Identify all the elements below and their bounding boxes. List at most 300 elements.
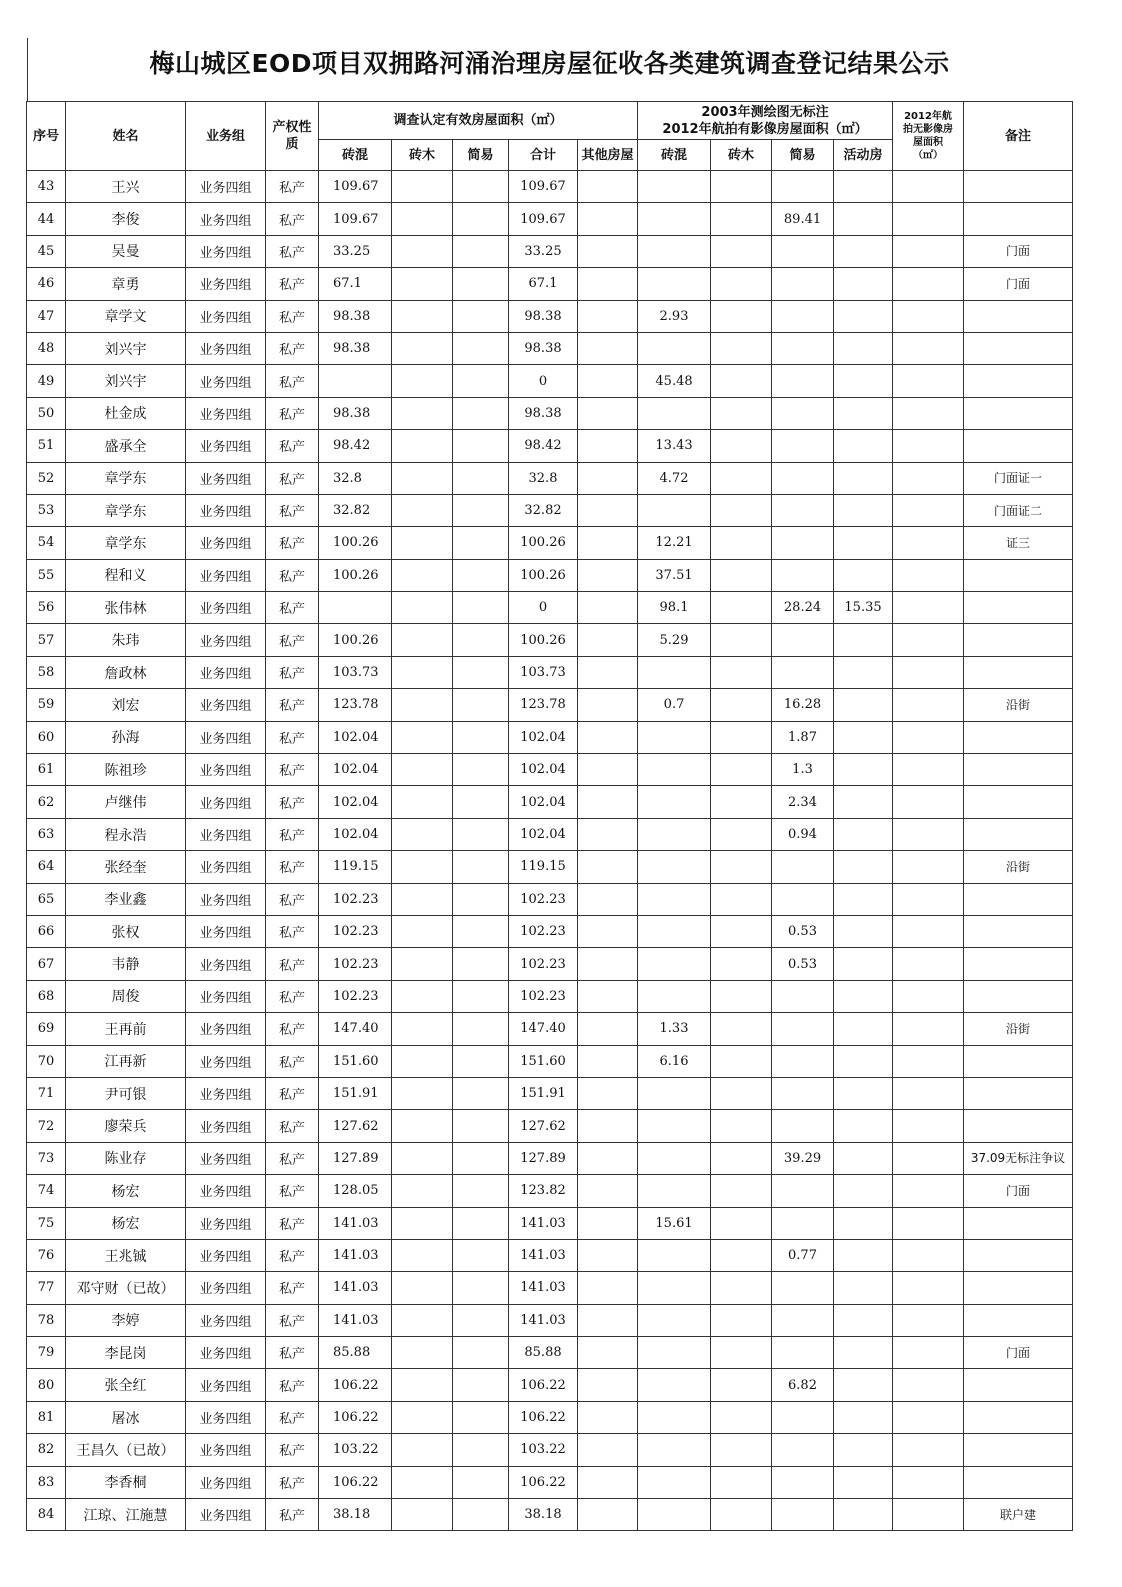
cell-group: 业务四组: [186, 1175, 266, 1207]
table-row: [27, 656, 1073, 688]
cell-other: [578, 300, 638, 332]
cell-note: 门面: [964, 268, 1073, 300]
cell-seq: 62: [27, 786, 66, 818]
cell-seq: 75: [27, 1207, 66, 1239]
cell-brick-wood: [392, 1175, 453, 1207]
page-title: 梅山城区EOD项目双拥路河涌治理房屋征收各类建筑调查登记结果公示: [149, 49, 950, 78]
cell-aerial-2012: [893, 980, 964, 1012]
cell-map-simple: [772, 365, 834, 397]
cell-other: [578, 1207, 638, 1239]
cell-brick-wood: [392, 915, 453, 947]
cell-group: 业务四组: [186, 851, 266, 883]
cell-map-simple: [772, 980, 834, 1012]
cell-group: 业务四组: [186, 592, 266, 624]
cell-simple: [453, 430, 509, 462]
cell-aerial-2012: [893, 1434, 964, 1466]
cell-note: [964, 948, 1073, 980]
cell-simple: [453, 1499, 509, 1531]
cell-seq: 49: [27, 365, 66, 397]
cell-other: [578, 915, 638, 947]
cell-simple: [453, 1272, 509, 1304]
sub-header-survey-0: 砖混: [319, 140, 392, 171]
cell-map-brick-concrete: [638, 494, 711, 526]
cell-seq: 84: [27, 1499, 66, 1531]
cell-group: 业务四组: [186, 754, 266, 786]
cell-map-mobile: [834, 980, 893, 1012]
cell-group: 业务四组: [186, 1466, 266, 1498]
cell-total: 123.82: [509, 1175, 578, 1207]
cell-other: [578, 851, 638, 883]
cell-total: 102.04: [509, 786, 578, 818]
cell-brick-wood: [392, 1434, 453, 1466]
cell-map-mobile: [834, 430, 893, 462]
cell-map-brick-wood: [711, 1369, 772, 1401]
cell-map-simple: [772, 430, 834, 462]
sub-header-map-3: 活动房: [834, 140, 893, 171]
cell-map-brick-wood: [711, 1434, 772, 1466]
cell-group: 业务四组: [186, 430, 266, 462]
cell-map-simple: 89.41: [772, 203, 834, 235]
table-row: [27, 1077, 1073, 1109]
cell-map-mobile: [834, 818, 893, 850]
cell-map-mobile: [834, 527, 893, 559]
cell-simple: [453, 818, 509, 850]
cell-aerial-2012: [893, 1045, 964, 1077]
cell-note: [964, 1077, 1073, 1109]
cell-brick-concrete: 106.22: [319, 1401, 392, 1433]
cell-other: [578, 1434, 638, 1466]
cell-seq: 79: [27, 1337, 66, 1369]
cell-map-brick-concrete: [638, 1110, 711, 1142]
cell-note: [964, 883, 1073, 915]
cell-note: [964, 915, 1073, 947]
cell-map-simple: [772, 1272, 834, 1304]
cell-brick-wood: [392, 268, 453, 300]
cell-group: 业务四组: [186, 980, 266, 1012]
cell-note: [964, 397, 1073, 429]
cell-aerial-2012: [893, 786, 964, 818]
cell-other: [578, 948, 638, 980]
cell-seq: 78: [27, 1304, 66, 1336]
cell-aerial-2012: [893, 1401, 964, 1433]
cell-aerial-2012: [893, 656, 964, 688]
cell-name: 朱玮: [66, 624, 186, 656]
cell-name: 章学东: [66, 494, 186, 526]
cell-total: 123.78: [509, 689, 578, 721]
cell-group: 业务四组: [186, 1045, 266, 1077]
cell-brick-wood: [392, 883, 453, 915]
cell-map-brick-concrete: 37.51: [638, 559, 711, 591]
cell-name: 孙海: [66, 721, 186, 753]
cell-brick-concrete: [319, 592, 392, 624]
cell-map-brick-concrete: 13.43: [638, 430, 711, 462]
cell-group: 业务四组: [186, 1013, 266, 1045]
cell-aerial-2012: [893, 1369, 964, 1401]
cell-map-simple: [772, 527, 834, 559]
cell-brick-concrete: 102.04: [319, 754, 392, 786]
cell-group: 业务四组: [186, 1499, 266, 1531]
cell-map-brick-wood: [711, 527, 772, 559]
cell-seq: 61: [27, 754, 66, 786]
cell-other: [578, 203, 638, 235]
sub-header-map-1: 砖木: [711, 140, 772, 171]
cell-brick-wood: [392, 203, 453, 235]
cell-simple: [453, 268, 509, 300]
cell-brick-wood: [392, 1369, 453, 1401]
header-note: 备注: [964, 102, 1073, 171]
cell-seq: 73: [27, 1142, 66, 1174]
cell-map-brick-concrete: 98.1: [638, 592, 711, 624]
table-row: [27, 851, 1073, 883]
cell-seq: 56: [27, 592, 66, 624]
cell-brick-concrete: 102.23: [319, 980, 392, 1012]
cell-simple: [453, 462, 509, 494]
cell-nature: 私产: [266, 365, 319, 397]
cell-map-simple: 1.87: [772, 721, 834, 753]
cell-aerial-2012: [893, 494, 964, 526]
cell-map-brick-wood: [711, 332, 772, 364]
cell-name: 张权: [66, 915, 186, 947]
cell-map-brick-concrete: [638, 1077, 711, 1109]
table-row: [27, 948, 1073, 980]
cell-seq: 66: [27, 915, 66, 947]
cell-total: 147.40: [509, 1013, 578, 1045]
cell-brick-concrete: 67.1: [319, 268, 392, 300]
cell-other: [578, 689, 638, 721]
cell-map-mobile: [834, 721, 893, 753]
table-row: [27, 1239, 1073, 1271]
cell-group: 业务四组: [186, 818, 266, 850]
table-row: [27, 235, 1073, 267]
cell-other: [578, 656, 638, 688]
cell-name: 刘宏: [66, 689, 186, 721]
cell-aerial-2012: [893, 1337, 964, 1369]
cell-other: [578, 268, 638, 300]
cell-map-brick-concrete: 45.48: [638, 365, 711, 397]
cell-map-simple: [772, 397, 834, 429]
cell-map-mobile: [834, 494, 893, 526]
header-name: 姓名: [66, 102, 186, 171]
cell-name: 刘兴宇: [66, 365, 186, 397]
cell-map-simple: 16.28: [772, 689, 834, 721]
cell-map-mobile: [834, 786, 893, 818]
cell-brick-concrete: 32.82: [319, 494, 392, 526]
table-row: [27, 332, 1073, 364]
cell-aerial-2012: [893, 1272, 964, 1304]
cell-total: 102.23: [509, 883, 578, 915]
cell-brick-concrete: 141.03: [319, 1272, 392, 1304]
cell-aerial-2012: [893, 1304, 964, 1336]
cell-total: 0: [509, 365, 578, 397]
cell-other: [578, 883, 638, 915]
cell-map-brick-concrete: [638, 1466, 711, 1498]
table-row: [27, 818, 1073, 850]
cell-map-brick-wood: [711, 980, 772, 1012]
cell-map-brick-concrete: [638, 883, 711, 915]
cell-map-brick-concrete: 4.72: [638, 462, 711, 494]
cell-map-brick-wood: [711, 430, 772, 462]
cell-name: 王昌久（已故）: [66, 1434, 186, 1466]
cell-nature: 私产: [266, 1337, 319, 1369]
cell-name: 屠冰: [66, 1401, 186, 1433]
cell-brick-wood: [392, 592, 453, 624]
cell-map-mobile: [834, 851, 893, 883]
cell-nature: 私产: [266, 592, 319, 624]
cell-group: 业务四组: [186, 721, 266, 753]
cell-map-simple: [772, 1434, 834, 1466]
cell-total: 103.73: [509, 656, 578, 688]
cell-map-mobile: [834, 300, 893, 332]
cell-aerial-2012: [893, 1142, 964, 1174]
cell-total: 85.88: [509, 1337, 578, 1369]
cell-note: [964, 203, 1073, 235]
cell-map-mobile: [834, 1337, 893, 1369]
cell-brick-concrete: 102.23: [319, 915, 392, 947]
cell-group: 业务四组: [186, 235, 266, 267]
cell-map-mobile: [834, 1142, 893, 1174]
header-group: 业务组: [186, 102, 266, 171]
cell-group: 业务四组: [186, 1304, 266, 1336]
cell-aerial-2012: [893, 592, 964, 624]
cell-nature: 私产: [266, 1434, 319, 1466]
cell-name: 刘兴宇: [66, 332, 186, 364]
cell-total: 98.38: [509, 397, 578, 429]
cell-brick-wood: [392, 430, 453, 462]
cell-map-mobile: [834, 624, 893, 656]
cell-brick-concrete: 106.22: [319, 1466, 392, 1498]
cell-total: 100.26: [509, 527, 578, 559]
table-row: [27, 1304, 1073, 1336]
sub-header-map-0: 砖混: [638, 140, 711, 171]
cell-total: 102.23: [509, 948, 578, 980]
cell-nature: 私产: [266, 851, 319, 883]
cell-note: [964, 1304, 1073, 1336]
cell-other: [578, 1401, 638, 1433]
cell-map-mobile: [834, 1110, 893, 1142]
table-row: [27, 268, 1073, 300]
cell-map-brick-concrete: [638, 235, 711, 267]
table-row: [27, 462, 1073, 494]
cell-map-brick-concrete: [638, 1434, 711, 1466]
cell-other: [578, 1369, 638, 1401]
cell-map-brick-concrete: [638, 1337, 711, 1369]
cell-aerial-2012: [893, 818, 964, 850]
cell-map-simple: [772, 1499, 834, 1531]
cell-group: 业务四组: [186, 1110, 266, 1142]
cell-nature: 私产: [266, 203, 319, 235]
cell-brick-concrete: 128.05: [319, 1175, 392, 1207]
cell-map-mobile: [834, 559, 893, 591]
cell-map-brick-wood: [711, 1239, 772, 1271]
cell-map-simple: [772, 1466, 834, 1498]
cell-nature: 私产: [266, 1401, 319, 1433]
cell-note: 沿街: [964, 689, 1073, 721]
cell-brick-concrete: 38.18: [319, 1499, 392, 1531]
cell-name: 程和义: [66, 559, 186, 591]
cell-group: 业务四组: [186, 1401, 266, 1433]
cell-seq: 76: [27, 1239, 66, 1271]
cell-map-simple: [772, 462, 834, 494]
cell-seq: 64: [27, 851, 66, 883]
cell-group: 业务四组: [186, 171, 266, 203]
cell-map-brick-concrete: [638, 980, 711, 1012]
cell-map-brick-wood: [711, 915, 772, 947]
cell-brick-concrete: 109.67: [319, 203, 392, 235]
cell-simple: [453, 1239, 509, 1271]
cell-brick-concrete: 123.78: [319, 689, 392, 721]
cell-aerial-2012: [893, 1175, 964, 1207]
cell-group: 业务四组: [186, 462, 266, 494]
cell-note: [964, 1239, 1073, 1271]
cell-nature: 私产: [266, 1369, 319, 1401]
cell-map-simple: [772, 235, 834, 267]
cell-map-brick-wood: [711, 689, 772, 721]
cell-name: 廖荣兵: [66, 1110, 186, 1142]
cell-brick-concrete: 127.89: [319, 1142, 392, 1174]
table-row: [27, 915, 1073, 947]
cell-brick-concrete: 102.04: [319, 721, 392, 753]
cell-total: 102.23: [509, 980, 578, 1012]
cell-nature: 私产: [266, 1077, 319, 1109]
cell-brick-wood: [392, 462, 453, 494]
cell-other: [578, 430, 638, 462]
cell-total: 33.25: [509, 235, 578, 267]
cell-simple: [453, 494, 509, 526]
cell-map-mobile: [834, 689, 893, 721]
cell-name: 章学文: [66, 300, 186, 332]
cell-map-brick-wood: [711, 656, 772, 688]
cell-note: 门面证二: [964, 494, 1073, 526]
cell-map-brick-concrete: [638, 754, 711, 786]
cell-brick-concrete: 141.03: [319, 1304, 392, 1336]
cell-brick-wood: [392, 559, 453, 591]
cell-name: 江琼、江施慧: [66, 1499, 186, 1531]
table-row: [27, 786, 1073, 818]
cell-seq: 43: [27, 171, 66, 203]
cell-note: [964, 1045, 1073, 1077]
cell-total: 102.04: [509, 721, 578, 753]
cell-name: 李业鑫: [66, 883, 186, 915]
cell-brick-wood: [392, 1013, 453, 1045]
cell-simple: [453, 624, 509, 656]
table-row: [27, 365, 1073, 397]
cell-map-brick-wood: [711, 494, 772, 526]
cell-map-simple: [772, 300, 834, 332]
cell-brick-wood: [392, 527, 453, 559]
cell-aerial-2012: [893, 624, 964, 656]
cell-other: [578, 1142, 638, 1174]
cell-total: 109.67: [509, 171, 578, 203]
cell-simple: [453, 656, 509, 688]
cell-brick-concrete: 102.23: [319, 948, 392, 980]
cell-simple: [453, 527, 509, 559]
cell-seq: 80: [27, 1369, 66, 1401]
cell-map-simple: 28.24: [772, 592, 834, 624]
cell-map-mobile: [834, 948, 893, 980]
cell-nature: 私产: [266, 1175, 319, 1207]
cell-map-simple: 39.29: [772, 1142, 834, 1174]
cell-map-brick-concrete: [638, 656, 711, 688]
cell-seq: 82: [27, 1434, 66, 1466]
cell-brick-wood: [392, 1142, 453, 1174]
cell-seq: 67: [27, 948, 66, 980]
cell-group: 业务四组: [186, 300, 266, 332]
sub-header-survey-2: 简易: [453, 140, 509, 171]
cell-note: [964, 365, 1073, 397]
cell-aerial-2012: [893, 268, 964, 300]
cell-aerial-2012: [893, 1013, 964, 1045]
cell-map-simple: 0.94: [772, 818, 834, 850]
cell-other: [578, 1013, 638, 1045]
cell-map-brick-wood: [711, 268, 772, 300]
cell-note: [964, 1466, 1073, 1498]
cell-seq: 59: [27, 689, 66, 721]
cell-map-brick-wood: [711, 1207, 772, 1239]
cell-map-brick-wood: [711, 1272, 772, 1304]
cell-note: [964, 721, 1073, 753]
cell-nature: 私产: [266, 948, 319, 980]
cell-name: 章学东: [66, 462, 186, 494]
cell-group: 业务四组: [186, 1239, 266, 1271]
cell-map-brick-concrete: [638, 1272, 711, 1304]
table-row: [27, 1013, 1073, 1045]
cell-brick-wood: [392, 1401, 453, 1433]
header-map-area: [638, 102, 893, 140]
cell-nature: 私产: [266, 462, 319, 494]
cell-seq: 60: [27, 721, 66, 753]
cell-map-mobile: [834, 1045, 893, 1077]
cell-map-simple: 0.53: [772, 915, 834, 947]
cell-brick-wood: [392, 721, 453, 753]
cell-group: 业务四组: [186, 948, 266, 980]
cell-map-brick-wood: [711, 883, 772, 915]
cell-map-simple: [772, 1207, 834, 1239]
cell-aerial-2012: [893, 203, 964, 235]
cell-seq: 72: [27, 1110, 66, 1142]
cell-aerial-2012: [893, 1110, 964, 1142]
cell-nature: 私产: [266, 754, 319, 786]
cell-name: 陈祖珍: [66, 754, 186, 786]
cell-brick-wood: [392, 235, 453, 267]
cell-total: 102.04: [509, 754, 578, 786]
survey-table: [26, 101, 1073, 1531]
cell-map-mobile: [834, 915, 893, 947]
cell-aerial-2012: [893, 883, 964, 915]
cell-map-brick-wood: [711, 948, 772, 980]
cell-group: 业务四组: [186, 397, 266, 429]
cell-nature: 私产: [266, 171, 319, 203]
cell-simple: [453, 235, 509, 267]
cell-brick-wood: [392, 1239, 453, 1271]
cell-map-mobile: [834, 1077, 893, 1109]
table-row: [27, 721, 1073, 753]
cell-nature: 私产: [266, 1013, 319, 1045]
header-survey-area: 调查认定有效房屋面积（㎡）: [319, 102, 638, 140]
cell-nature: 私产: [266, 915, 319, 947]
cell-map-brick-concrete: 0.7: [638, 689, 711, 721]
cell-total: 141.03: [509, 1239, 578, 1271]
cell-other: [578, 1239, 638, 1271]
cell-map-simple: [772, 1175, 834, 1207]
cell-seq: 68: [27, 980, 66, 1012]
cell-nature: 私产: [266, 235, 319, 267]
cell-map-simple: [772, 1304, 834, 1336]
cell-map-mobile: [834, 1239, 893, 1271]
cell-nature: 私产: [266, 980, 319, 1012]
table-row: [27, 592, 1073, 624]
cell-other: [578, 1337, 638, 1369]
cell-other: [578, 1175, 638, 1207]
